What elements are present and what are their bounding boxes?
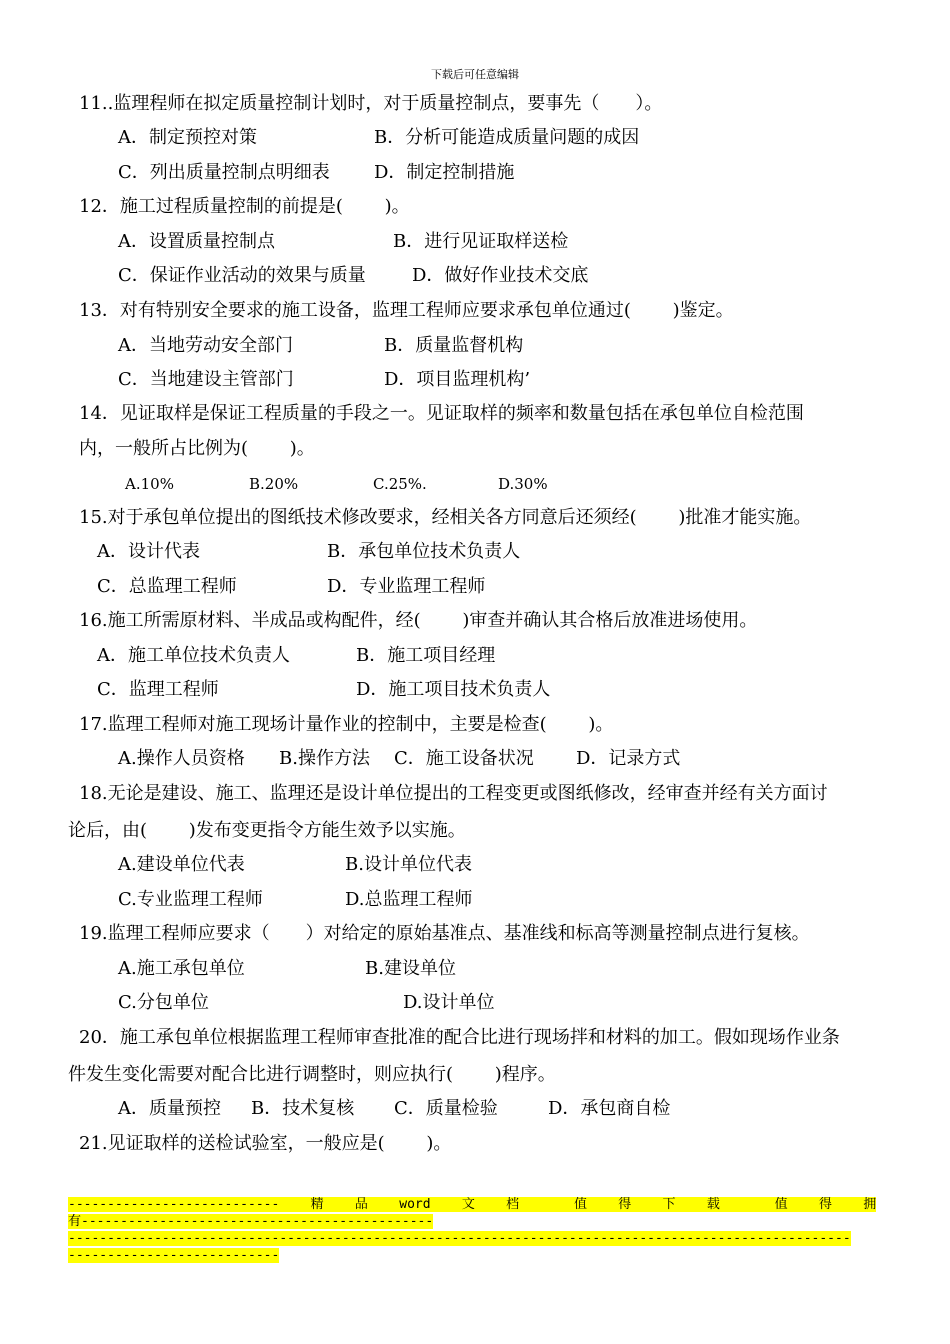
question-16-option-a: A．施工单位技术负责人 — [97, 645, 290, 666]
question-15-stem: 15.对于承包单位提出的图纸技术修改要求，经相关各方同意后还须经( )批准才能实施。 — [79, 507, 812, 528]
question-11-option-c: C．列出质量控制点明细表 — [118, 162, 330, 183]
question-21-stem: 21.见证取样的送检试验室，一般应是( )。 — [79, 1133, 452, 1154]
question-11-option-a: A．制定预控对策 — [118, 127, 257, 148]
question-18-option-a: A.建设单位代表 — [118, 854, 245, 875]
question-17-option-a: A.操作人员资格 — [118, 748, 245, 769]
question-19-option-a: A.施工承包单位 — [118, 958, 245, 979]
question-15-option-c: C．总监理工程师 — [97, 576, 237, 597]
question-12-option-c: C．保证作业活动的效果与质量 — [118, 265, 366, 286]
question-14-option-a: A.10% — [125, 475, 174, 493]
question-18-option-d: D.总监理工程师 — [345, 889, 473, 910]
question-19-option-c: C.分包单位 — [118, 992, 209, 1013]
question-14-option-c: C.25%. — [373, 475, 427, 493]
question-17-stem: 17.监理工程师对施工现场计量作业的控制中，主要是检查( )。 — [79, 714, 614, 735]
question-17-option-b: B.操作方法 — [279, 748, 370, 769]
footer-banner-line3: ---------------------------------------------------------------------------------------------------- — [68, 1231, 851, 1246]
question-16-option-d: D．施工项目技术负责人 — [356, 679, 551, 700]
question-15-option-a: A．设计代表 — [97, 541, 200, 562]
question-17-option-d: D．记录方式 — [576, 748, 681, 769]
question-14-stem-line1: 14．见证取样是保证工程质量的手段之一。见证取样的频率和数量包括在承包单位自检范围 — [79, 403, 804, 424]
question-13-option-d: D．项目监理机构’ — [384, 369, 531, 390]
question-15-option-d: D．专业监理工程师 — [327, 576, 486, 597]
question-11-option-b: B．分析可能造成质量问题的成因 — [374, 127, 640, 148]
footer-banner-line1: --------------------------- 精 品 word 文 档 值 得 下 载 值 得 拥 — [68, 1197, 877, 1212]
question-15-option-b: B．承包单位技术负责人 — [327, 541, 521, 562]
footer-banner-line4: --------------------------- — [68, 1248, 280, 1263]
question-19-option-b: B.建设单位 — [365, 958, 456, 979]
question-17-option-c: C．施工设备状况 — [394, 748, 534, 769]
question-11-stem: 11..监理程师在拟定质量控制计划时，对于质量控制点，要事先（ ）。 — [79, 93, 663, 114]
question-19-stem: 19.监理工程师应要求（ ）对给定的原始基准点、基准线和标高等测量控制点进行复核。 — [79, 923, 810, 944]
question-20-option-c: C．质量检验 — [394, 1098, 498, 1119]
question-13-option-c: C．当地建设主管部门 — [118, 369, 294, 390]
question-12-option-d: D．做好作业技术交底 — [412, 265, 589, 286]
question-20-stem-line2: 件发生变化需要对配合比进行调整时，则应执行( )程序。 — [68, 1064, 556, 1085]
question-13-stem: 13．对有特别安全要求的施工设备，监理工程师应要求承包单位通过( )鉴定。 — [79, 300, 734, 321]
question-12-option-b: B．进行见证取样送检 — [393, 231, 569, 252]
question-20-stem-line1: 20．施工承包单位根据监理工程师审查批准的配合比进行现场拌和材料的加工。假如现场作业条 — [79, 1027, 840, 1048]
question-18-stem-line1: 18.无论是建设、施工、监理还是设计单位提出的工程变更或图纸修改，经审查并经有关方面讨 — [79, 783, 828, 804]
question-18-stem-line2: 论后，由( )发布变更指令方能生效予以实施。 — [68, 820, 466, 841]
question-13-option-a: A．当地劳动安全部门 — [118, 335, 293, 356]
page-header: 下载后可任意编辑 — [431, 68, 519, 81]
question-20-option-a: A．质量预控 — [118, 1098, 221, 1119]
question-14-stem-line2: 内，一般所占比例为( )。 — [79, 438, 315, 459]
question-12-option-a: A．设置质量控制点 — [118, 231, 275, 252]
question-14-option-b: B.20% — [249, 475, 299, 493]
question-18-option-c: C.专业监理工程师 — [118, 889, 263, 910]
question-12-stem: 12．施工过程质量控制的前提是( )。 — [79, 196, 410, 217]
question-20-option-d: D．承包商自检 — [548, 1098, 671, 1119]
question-16-option-b: B．施工项目经理 — [356, 645, 496, 666]
question-20-option-b: B．技术复核 — [251, 1098, 355, 1119]
question-16-stem: 16.施工所需原材料、半成品或构配件，经( )审查并确认其合格后放准进场使用。 — [79, 610, 758, 631]
question-14-option-d: D.30% — [498, 475, 548, 493]
question-13-option-b: B．质量监督机构 — [384, 335, 524, 356]
question-16-option-c: C．监理工程师 — [97, 679, 219, 700]
question-19-option-d: D.设计单位 — [403, 992, 495, 1013]
question-11-option-d: D．制定控制措施 — [374, 162, 515, 183]
footer-banner-line2: 有--------------------------------------------- — [68, 1214, 434, 1229]
question-18-option-b: B.设计单位代表 — [345, 854, 472, 875]
